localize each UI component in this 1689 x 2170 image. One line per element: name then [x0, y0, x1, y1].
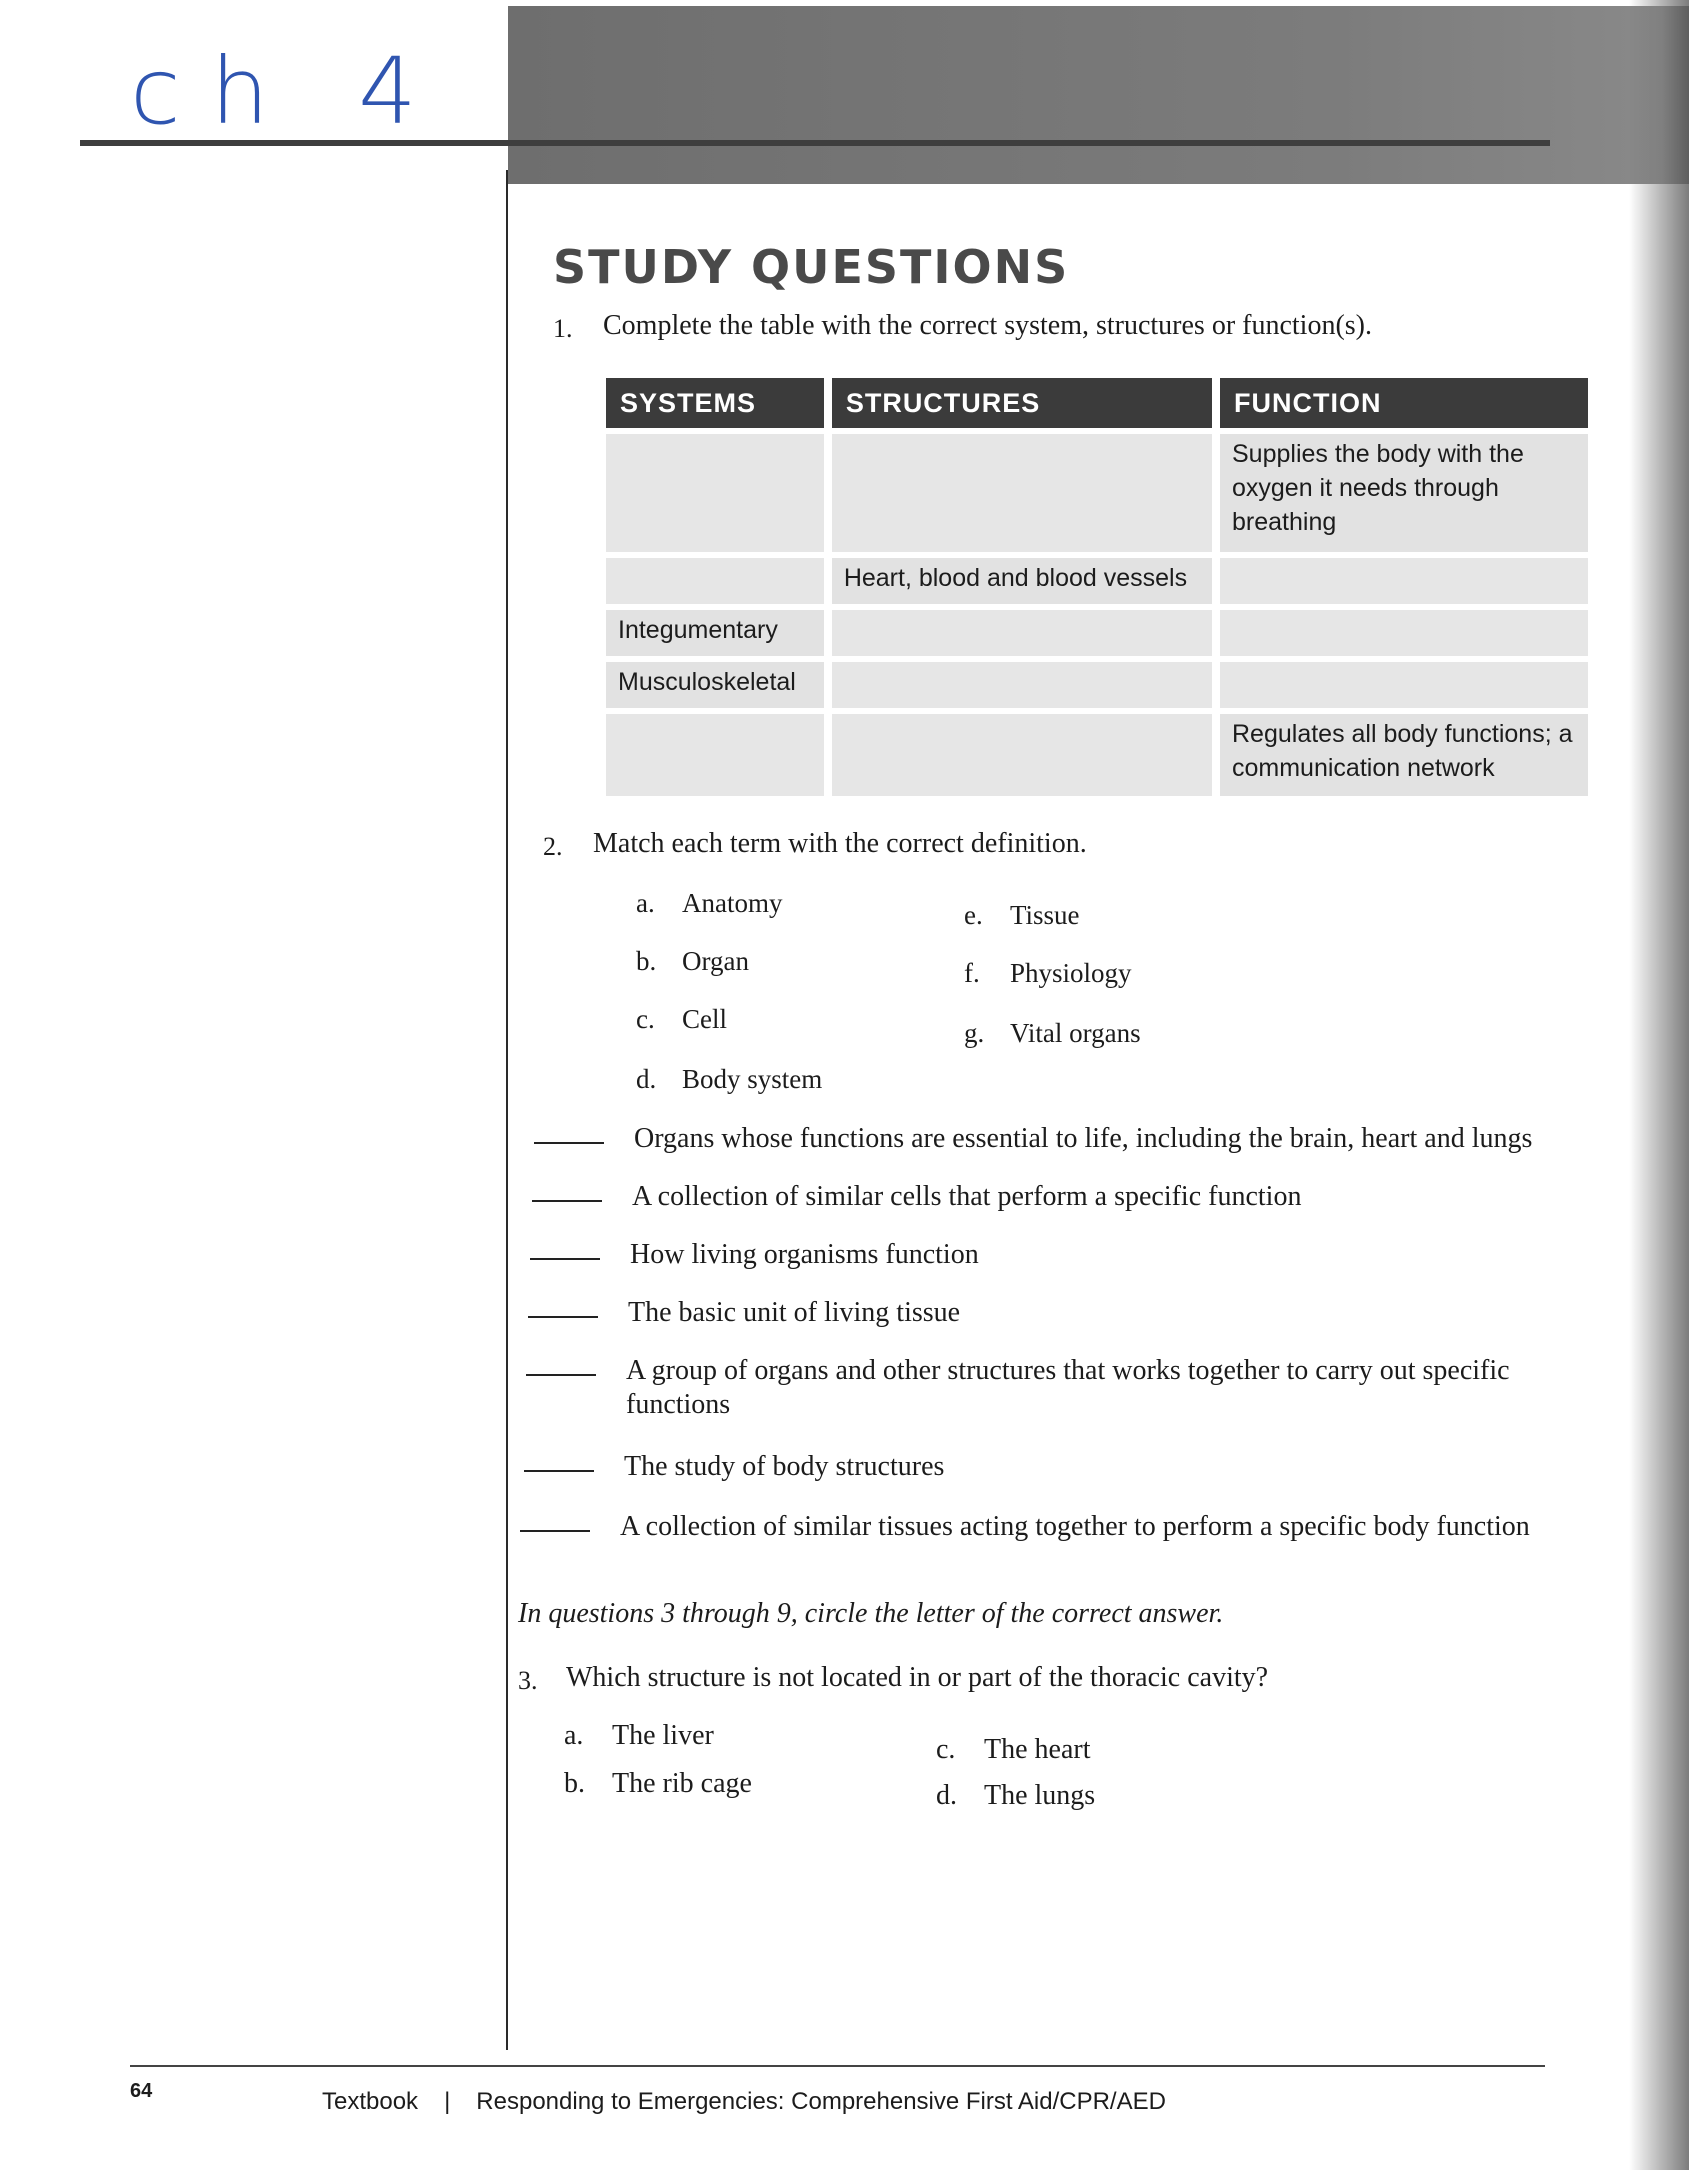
table-header-function: FUNCTION	[1220, 378, 1588, 428]
table-cell-answer-blank[interactable]	[832, 610, 1212, 656]
answer-option-d[interactable]	[936, 1780, 1095, 1812]
table-header-structures: STRUCTURES	[832, 378, 1212, 428]
question-3-text: Which structure is not located in or part of the thoracic cavity?	[566, 1662, 1269, 1693]
table-cell: Supplies the body with the oxygen it needs through breathing	[1220, 434, 1588, 552]
term-item	[964, 1018, 1141, 1049]
table-cell-answer-blank[interactable]	[606, 558, 824, 604]
term-letter: e.	[964, 900, 983, 930]
footer-separator: |	[444, 2088, 451, 2115]
footer-text	[322, 2088, 1166, 2116]
table-row	[606, 714, 1588, 796]
definition-text: The study of body structures	[624, 1451, 945, 1482]
table-row	[606, 558, 1588, 604]
definition-text: A collection of similar tissues acting together to perform a specific body function	[620, 1511, 1530, 1542]
table-cell-answer-blank[interactable]	[606, 714, 824, 796]
header-band	[508, 6, 1689, 184]
table-cell-answer-blank[interactable]	[606, 434, 824, 552]
option-letter: b.	[564, 1768, 585, 1799]
option-letter: d.	[936, 1780, 957, 1811]
table-header-systems: SYSTEMS	[606, 378, 824, 428]
definition-text: Organs whose functions are essential to life, including the brain, heart and lungs	[634, 1123, 1533, 1154]
term-text: Vital organs	[1010, 1018, 1141, 1048]
term-text: Tissue	[1010, 900, 1080, 930]
table-cell-answer-blank[interactable]	[1220, 662, 1588, 708]
option-letter: c.	[936, 1734, 956, 1765]
term-letter: f.	[964, 958, 980, 988]
answer-blank-line[interactable]	[528, 1316, 598, 1318]
handwritten-note: ch 4	[130, 38, 447, 145]
scan-shadow	[1629, 0, 1689, 2170]
answer-blank-line[interactable]	[530, 1258, 600, 1260]
answer-option-a[interactable]	[564, 1720, 714, 1752]
footer-book-title: Responding to Emergencies: Comprehensive First Aid/CPR/AED	[476, 2088, 1166, 2115]
term-letter: c.	[636, 1004, 655, 1034]
table-cell-answer-blank[interactable]	[1220, 558, 1588, 604]
term-text: Organ	[682, 946, 749, 976]
term-letter: a.	[636, 888, 655, 918]
answer-option-b[interactable]	[564, 1768, 752, 1800]
question-1-text: Complete the table with the correct system, structures or function(s).	[603, 310, 1373, 341]
answer-blank-line[interactable]	[532, 1200, 602, 1202]
table-cell-answer-blank[interactable]	[832, 662, 1212, 708]
table-cell: Integumentary	[606, 610, 824, 656]
footer-rule	[130, 2065, 1545, 2067]
page-number: 64	[130, 2080, 153, 2102]
section-title: STUDY QUESTIONS	[553, 240, 1070, 294]
option-text: The lungs	[984, 1780, 1096, 1811]
question-2-text: Match each term with the correct definition.	[593, 828, 1087, 859]
answer-blank-line[interactable]	[534, 1142, 604, 1144]
table-cell-answer-blank[interactable]	[1220, 610, 1588, 656]
answer-blank-line[interactable]	[520, 1530, 590, 1532]
term-item	[636, 1004, 727, 1035]
definition-text: A collection of similar cells that perform a specific function	[632, 1181, 1302, 1212]
term-item	[636, 888, 783, 919]
table-cell: Heart, blood and blood vessels	[832, 558, 1212, 604]
definition-text: How living organisms function	[630, 1239, 979, 1270]
option-text: The liver	[612, 1720, 714, 1751]
term-text: Anatomy	[682, 888, 783, 918]
term-item	[964, 900, 1080, 931]
table-row	[606, 434, 1588, 552]
answer-option-c[interactable]	[936, 1734, 1091, 1766]
table-cell: Musculoskeletal	[606, 662, 824, 708]
table-row	[606, 662, 1588, 708]
answer-blank-line[interactable]	[524, 1470, 594, 1472]
term-letter: b.	[636, 946, 657, 976]
term-text: Physiology	[1010, 958, 1132, 988]
term-item	[636, 1064, 822, 1095]
systems-table	[598, 372, 1596, 802]
term-text: Cell	[682, 1004, 727, 1034]
option-letter: a.	[564, 1720, 584, 1751]
table-cell: Regulates all body functions; a communication network	[1220, 714, 1588, 796]
table-header-row	[606, 378, 1588, 428]
question-2-number: 2.	[543, 832, 563, 861]
option-text: The rib cage	[612, 1768, 752, 1799]
footer-label: Textbook	[322, 2088, 419, 2115]
definition-text: The basic unit of living tissue	[628, 1297, 961, 1328]
answer-blank-line[interactable]	[526, 1374, 596, 1376]
table-cell-answer-blank[interactable]	[832, 434, 1212, 552]
table-cell-answer-blank[interactable]	[832, 714, 1212, 796]
term-item	[964, 958, 1132, 989]
term-item	[636, 946, 749, 977]
question-1-number: 1.	[553, 314, 573, 343]
term-letter: d.	[636, 1064, 657, 1094]
table-row	[606, 610, 1588, 656]
option-text: The heart	[984, 1734, 1091, 1765]
question-3-number: 3.	[518, 1666, 538, 1695]
definition-text: A group of organs and other structures that works together to carry out specific functions	[626, 1355, 1510, 1421]
term-letter: g.	[964, 1018, 985, 1048]
instructions: In questions 3 through 9, circle the letter of the correct answer.	[518, 1598, 1224, 1629]
term-text: Body system	[682, 1064, 823, 1094]
left-margin-rule	[506, 170, 508, 2050]
